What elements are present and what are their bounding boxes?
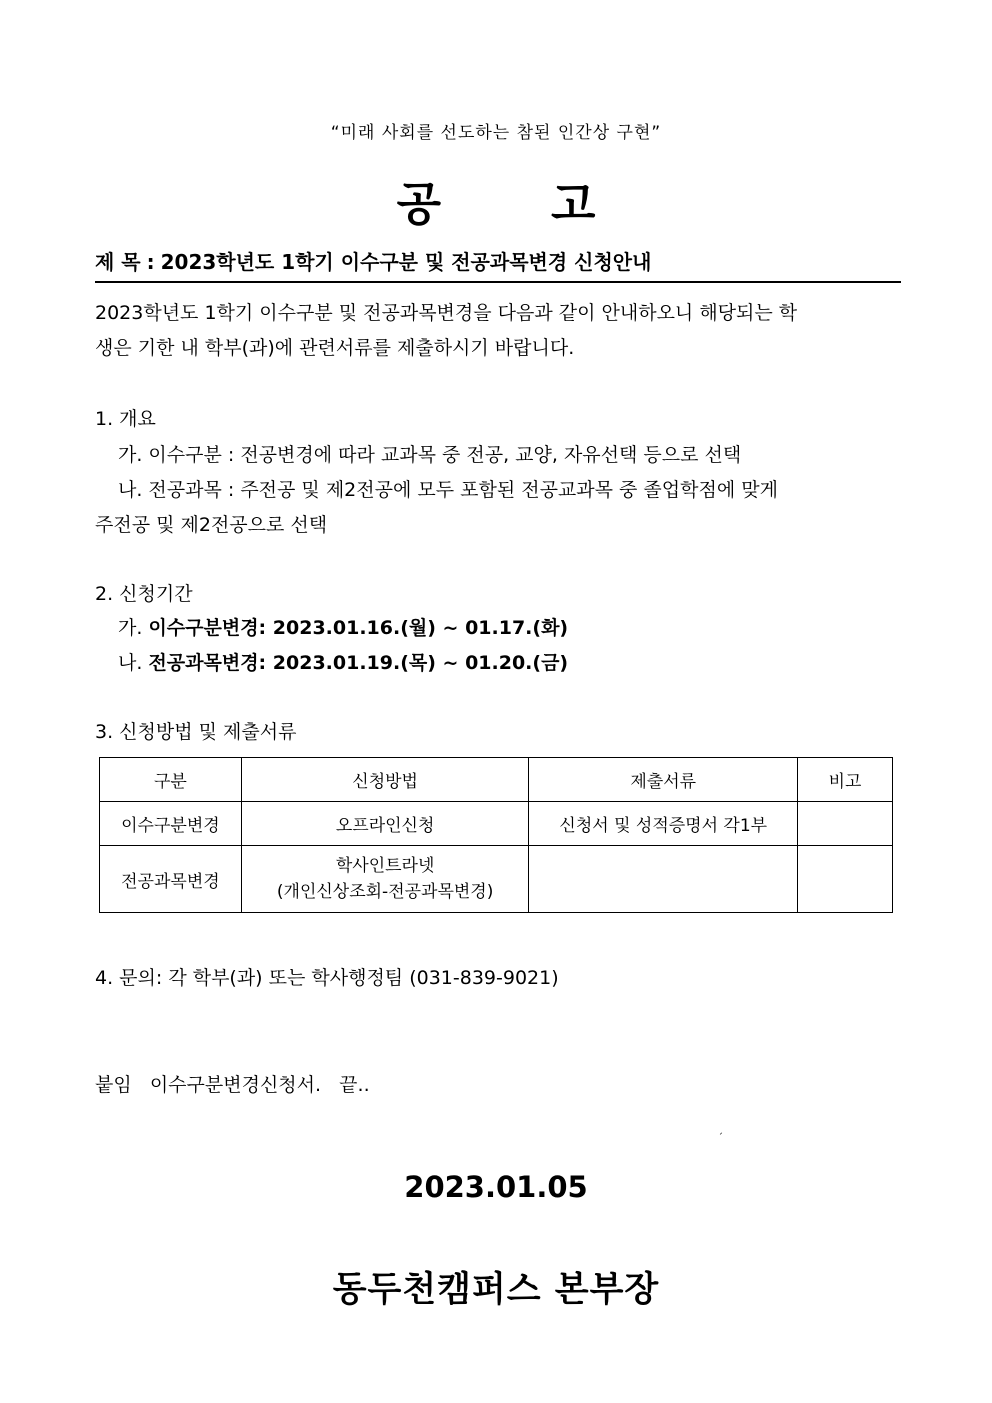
subject-colon: : [146, 250, 155, 274]
period-prefix: 가. [118, 617, 149, 639]
period-prefix: 나. [118, 652, 149, 674]
subject-label: 제 목 [95, 250, 141, 274]
section2-item-b [118, 648, 568, 675]
section2-item-a [118, 613, 568, 640]
heading-char-1: 공 [396, 177, 441, 231]
table-cell [798, 846, 893, 913]
section2-title: 2. 신청기간 [95, 583, 193, 605]
table-cell-line: 학사인트라넷 [335, 856, 435, 876]
period-value: 2023.01.19.(목) ~ 01.20.(금) [266, 652, 569, 674]
subject-title: 2023학년도 1학기 이수구분 및 전공과목변경 신청안내 [160, 250, 652, 274]
table-cell: 오프라인신청 [241, 802, 529, 846]
table-cell: 신청서 및 성적증명서 각1부 [529, 802, 798, 846]
section3-title: 3. 신청방법 및 제출서류 [95, 721, 297, 743]
stray-mark: ˏ [718, 1124, 723, 1135]
notice-date: 2023.01.05 [404, 1170, 588, 1204]
table-row [100, 802, 893, 846]
table-header-cell: 구분 [100, 758, 242, 802]
table-header-cell: 비고 [798, 758, 893, 802]
table-cell: 이수구분변경 [100, 802, 242, 846]
submission-table [99, 757, 893, 913]
table-header-cell: 신청방법 [241, 758, 529, 802]
motto: “미래 사회를 선도하는 참된 인간상 구현” [330, 123, 662, 143]
table-cell: 전공과목변경 [100, 846, 242, 913]
table-cell [798, 802, 893, 846]
intro-line-2: 생은 기한 내 학부(과)에 관련서류를 제출하시기 바랍니다. [95, 337, 575, 359]
table-cell [529, 846, 798, 913]
attachment-line: 붙임 이수구분변경신청서. 끝.. [95, 1074, 370, 1096]
section1-title: 1. 개요 [95, 408, 156, 430]
table-header-row [100, 758, 893, 802]
table-row [100, 846, 893, 913]
table-cell [241, 846, 529, 913]
heading-char-2: 고 [551, 177, 596, 231]
subject-line [95, 246, 901, 283]
section1-item-b: 나. 전공과목 : 주전공 및 제2전공에 모두 포함된 전공교과목 중 졸업학점에 맞게 [118, 479, 778, 501]
intro-paragraph [95, 296, 901, 366]
intro-line-1: 2023학년도 1학기 이수구분 및 전공과목변경을 다음과 같이 안내하오니 해당되는 학 [95, 302, 798, 324]
section1-item-b-cont: 주전공 및 제2전공으로 선택 [95, 514, 328, 536]
period-label: 전공과목변경: [148, 652, 267, 674]
section1-item-a: 가. 이수구분 : 전공변경에 따라 교과목 중 전공, 교양, 자유선택 등으로 선택 [118, 444, 742, 466]
period-label: 이수구분변경: [148, 617, 267, 639]
section4-inquiry: 4. 문의: 각 학부(과) 또는 학사행정팀 (031-839-9021) [95, 967, 559, 989]
notice-heading [0, 168, 992, 234]
table-header-cell: 제출서류 [529, 758, 798, 802]
table-cell-line: (개인신상조회-전공과목변경) [276, 882, 494, 902]
signer: 동두천캠퍼스 본부장 [332, 1270, 660, 1310]
period-value: 2023.01.16.(월) ~ 01.17.(화) [266, 617, 569, 639]
